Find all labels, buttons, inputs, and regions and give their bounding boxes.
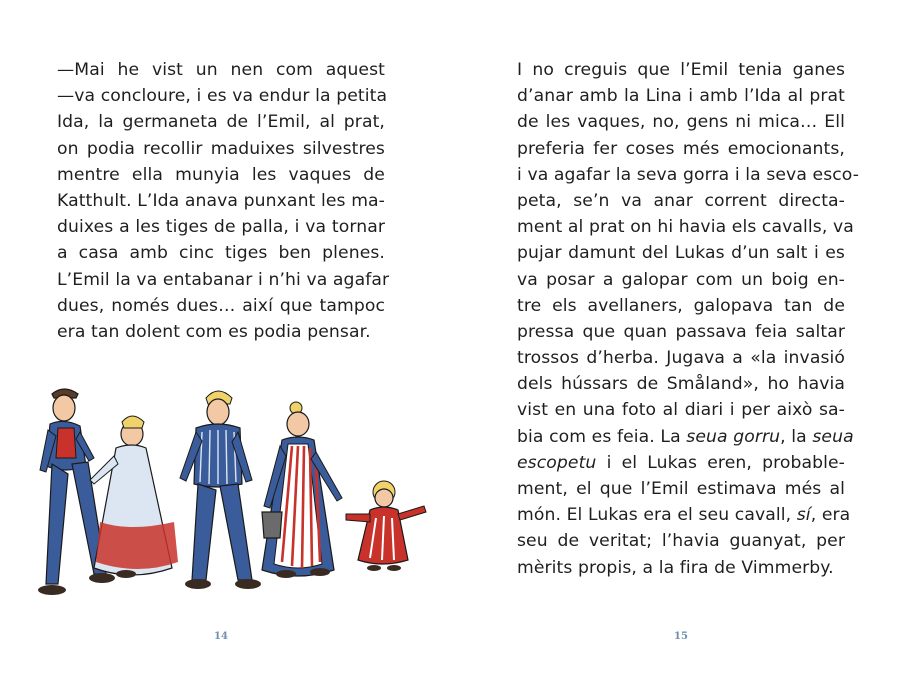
- page-number: 14: [214, 631, 228, 642]
- lina-figure: [262, 402, 342, 578]
- text-line: peta, se’n va anar corrent directa-: [517, 190, 845, 211]
- text-line: pressa que quan passava feia saltar: [517, 321, 845, 342]
- family-illustration: [30, 372, 440, 610]
- text-line: [517, 502, 851, 528]
- text-line: —va concloure, i es va endur la petita: [57, 86, 388, 107]
- italic-text: sí: [796, 505, 811, 526]
- text-line: ment al prat on hi havia els cavalls, va: [517, 217, 854, 238]
- text-line: seu de veritat; l’havia guanyat, per: [517, 531, 845, 552]
- italic-text: seua: [812, 426, 854, 447]
- text-line: va posar a galopar com un boig en-: [517, 269, 845, 290]
- text-line: vist en una foto al diari i per això sa-: [517, 400, 845, 421]
- text-line: mentre ella munyia les vaques de: [57, 164, 385, 185]
- text-line: Ida, la germaneta de l’Emil, al prat,: [57, 112, 385, 133]
- right-page-text: [517, 57, 860, 581]
- text-fragment: món. El Lukas era el seu cavall,: [517, 505, 797, 526]
- text-line: mèrits propis, a la fira de Vimmerby.: [517, 557, 834, 578]
- italic-text: seua gorru: [686, 426, 781, 447]
- text-line: pujar damunt del Lukas d’un salt i es: [517, 243, 845, 264]
- text-line: on podia recollir maduixes silvestres: [57, 138, 385, 159]
- text-line: tre els avellaners, galopava tan de: [517, 295, 845, 316]
- text-fragment: , era: [810, 505, 851, 526]
- text-line: de les vaques, no, gens ni mica… Ell: [517, 112, 845, 133]
- page-number: 15: [674, 631, 688, 642]
- right-page: [450, 0, 900, 680]
- farmhand-figure: [180, 391, 261, 589]
- text-line: dels hússars de Småland», ho havia: [517, 374, 845, 395]
- ida-figure: [346, 481, 426, 571]
- text-line: duixes a les tiges de palla, i va tornar: [57, 217, 385, 238]
- text-fragment: bia com es feia. La: [517, 426, 687, 447]
- text-line: [517, 424, 854, 450]
- text-line: L’Emil la va entabanar i n’hi va agafar: [57, 269, 390, 290]
- text-line: [517, 450, 845, 476]
- text-line: d’anar amb la Lina i amb l’Ida al prat: [517, 86, 845, 107]
- text-line: I no creguis que l’Emil tenia ganes: [517, 60, 845, 80]
- text-line: dues, només dues… així que tampoc: [57, 295, 385, 316]
- text-fragment: , la: [780, 426, 813, 447]
- mother-figure: [90, 416, 178, 578]
- text-fragment: i el Lukas eren, probable-: [596, 452, 845, 473]
- left-page-text: [57, 57, 390, 345]
- text-line: preferia fer coses més emocionants,: [517, 138, 845, 159]
- text-line: —Mai he vist un nen com aquest: [57, 60, 385, 80]
- text-line: trossos d’herba. Jugava a «la invasió: [517, 348, 845, 369]
- text-line: Katthult. L’Ida anava punxant les ma-: [57, 190, 385, 211]
- italic-text: escopetu: [517, 452, 597, 473]
- text-line: era tan dolent com es podia pensar.: [57, 321, 371, 342]
- text-line: a casa amb cinc tiges ben plenes.: [57, 243, 385, 264]
- text-line: i va agafar la seva gorra i la seva esco-: [517, 164, 860, 185]
- text-line: ment, el que l’Emil estimava més al: [517, 479, 845, 499]
